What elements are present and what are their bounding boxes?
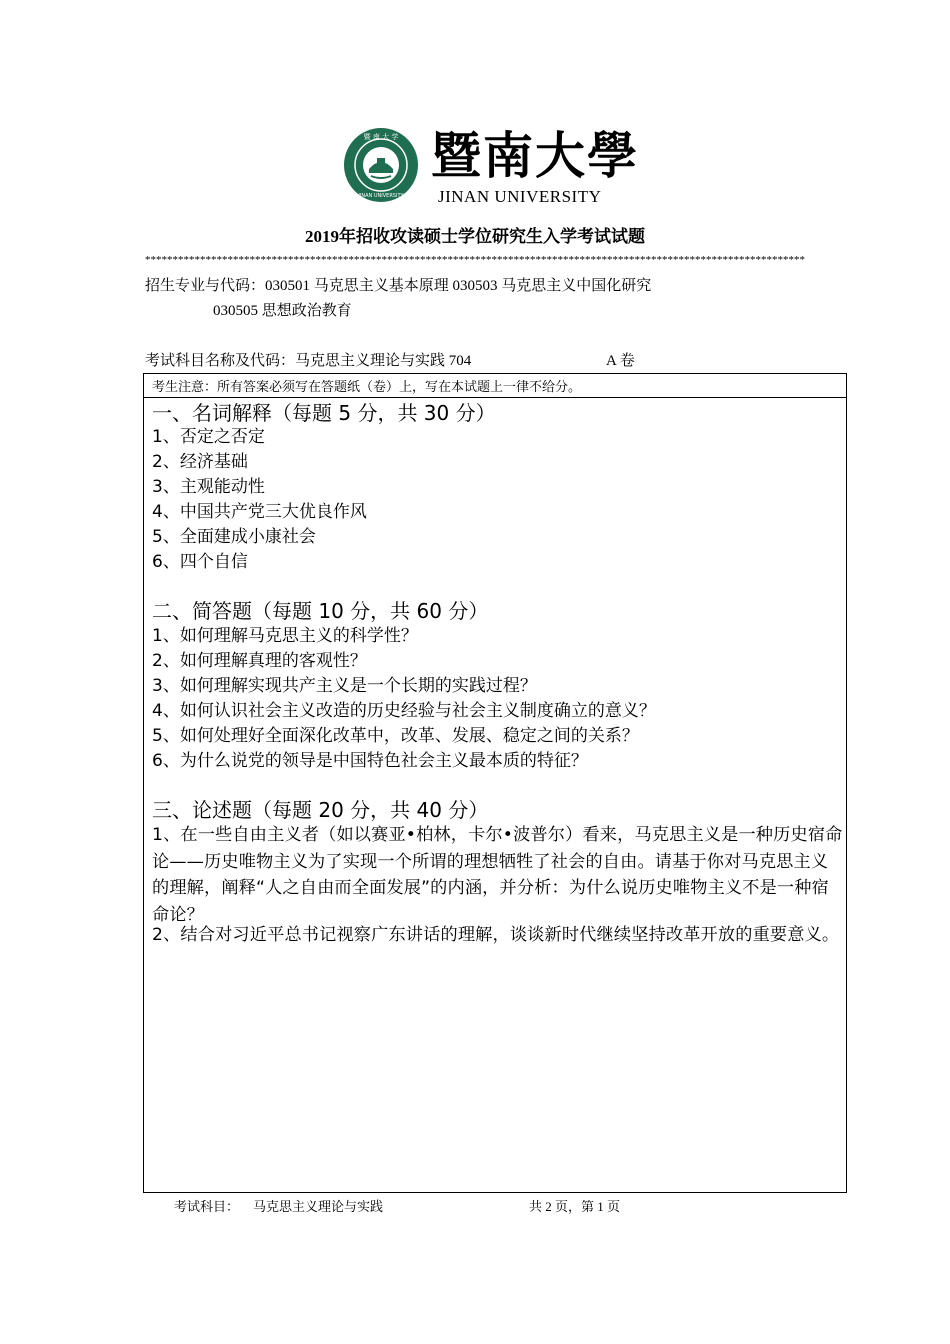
section-2-item: 6、为什么说党的领导是中国特色社会主义最本质的特征？ — [152, 751, 588, 771]
section-1-item: 6、四个自信 — [152, 552, 248, 572]
section-3-title: 三、论述题（每题 20 分，共 40 分） — [152, 798, 489, 822]
seal-year: 1906 — [374, 184, 388, 190]
section-2-item: 4、如何认识社会主义改造的历史经验与社会主义制度确立的意义？ — [152, 701, 656, 721]
section-3-item: 2、结合对习近平总书记视察广东讲话的理解，谈谈新时代继续坚持改革开放的重要意义。 — [152, 925, 840, 945]
major-line-1: 招生专业与代码：030501 马克思主义基本原理 030503 马克思主义中国化研究 — [145, 278, 652, 294]
section-2-item: 1、如何理解马克思主义的科学性？ — [152, 626, 418, 646]
section-1-item: 5、全面建成小康社会 — [152, 527, 316, 547]
separator-line: ************************************************************************************************************************ — [145, 254, 805, 266]
subject-name-code: 考试科目名称及代码：马克思主义理论与实践 704 — [145, 353, 472, 369]
exam-title: 2019年招收攻读硕士学位研究生入学考试试题 — [305, 227, 645, 246]
section-1-item: 2、经济基础 — [152, 452, 248, 472]
section-2-item: 5、如何处理好全面深化改革中，改革、发展、稳定之间的关系？ — [152, 726, 639, 746]
logo-chinese-name: 暨南大學 — [431, 126, 639, 185]
seal-top-text: 暨 南 大 学 — [363, 133, 399, 141]
section-3-item: 1、在一些自由主义者（如以赛亚•柏林，卡尔•波普尔）看来，马克思主义是一种历史宿命论——历史唯物主义为了实现一个所谓的理想牺牲了社会的自由。请基于你对马克思主义的理解，阐释“人之自由而全面发展”的内涵，并分析：为什么说历史唯物主义不是一种宿命论？ — [152, 825, 843, 925]
section-1-title: 一、名词解释（每题 5 分，共 30 分） — [152, 401, 496, 425]
university-seal — [343, 127, 419, 203]
section-1-item: 1、否定之否定 — [152, 427, 265, 447]
notice-divider — [143, 397, 847, 398]
footer-page-number: 共 2 页，第 1 页 — [529, 1199, 621, 1214]
exam-notice: 考生注意：所有答案必须写在答题纸（卷）上，写在本试题上一律不给分。 — [152, 379, 582, 394]
footer-subject-label: 考试科目： — [174, 1199, 240, 1214]
section-1-item: 3、主观能动性 — [152, 477, 265, 497]
section-2-title: 二、简答题（每题 10 分，共 60 分） — [152, 599, 489, 623]
paper-version: A 卷 — [606, 353, 635, 369]
footer-subject: 马克思主义理论与实践 — [253, 1199, 384, 1214]
major-line-2: 030505 思想政治教育 — [213, 303, 352, 319]
logo-english-name: JINAN UNIVERSITY — [438, 187, 602, 206]
section-2-item: 2、如何理解真理的客观性？ — [152, 651, 367, 671]
seal-bottom-text: JINAN UNIVERSITY — [358, 193, 404, 199]
section-1-item: 4、中国共产党三大优良作风 — [152, 502, 367, 522]
section-2-item: 3、如何理解实现共产主义是一个长期的实践过程？ — [152, 676, 537, 696]
